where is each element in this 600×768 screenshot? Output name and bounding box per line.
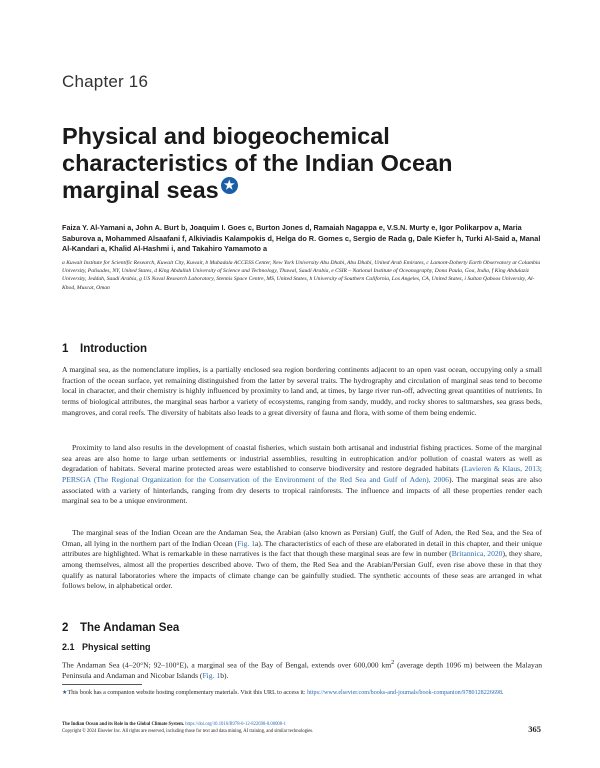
intro-paragraph-1: A marginal sea, as the nomenclature implies, is a partially enclosed sea region bordering continents adjacent to an open vast ocean, occupying only a small fraction of the ocean surface, yet remaining distinguished from the latter by several traits. The hydrography and circulation of marginal seas tend to become local in character, and their chemistry is highly influenced by proximity to land and, at times, by large river run-off, advecting great quantities of nutrients. In terms of biological attributes, the marginal seas harbor a variety of ecosystems, ranging from sandy, muddy, and rocky shores to saltmarshes, sea grass beds, mangroves, and coral reefs. The diversity of habitats also leads to a great diversity of fauna and flora, with some of them being endemic. bbox=[62, 365, 542, 417]
chapter-label: Chapter 16 bbox=[62, 72, 149, 91]
book-title: The Indian Ocean and its Role in the Global Climate System. bbox=[62, 722, 185, 727]
footnote-star-icon: ★ bbox=[62, 690, 68, 696]
section-title: The Andaman Sea bbox=[80, 622, 180, 634]
copyright: Copyright © 2024 Elsevier Inc. All rights are reserved, including those for text and data mining, AI training, and similar technologies. bbox=[62, 729, 314, 735]
section-title: Introduction bbox=[80, 343, 148, 355]
chapter-title-text: Physical and biogeochemical characteristics of the Indian Ocean marginal seas bbox=[62, 123, 453, 203]
author-list: Faiza Y. Al-Yamani a, John A. Burt b, Joaquim I. Goes c, Burton Jones d, Ramaiah Nagappa e, V.S.N. Murty e, Igor Polikarpov a, Maria Saburova a, Mohammed Alsaafani f, Alkiviadis Kalampokis d, Helga do R. Gomes c, Sergio de Rada g, Dale Kiefer h, Turki Al-Said a, Manal Al-Kandari a, Khalid Al-Hashmi i, and Takahiro Yamamoto a bbox=[62, 223, 541, 254]
section-2-heading bbox=[62, 622, 179, 634]
footnote-divider bbox=[62, 684, 142, 685]
citation-link[interactable]: Britannica, 2020 bbox=[451, 549, 503, 559]
intro-paragraph-3: The marginal seas of the Indian Ocean are the Andaman Sea, the Arabian (also known as Persian) Gulf, the Gulf of Aden, the Red Sea, and the Sea of Oman, all lying in the northern part of the Indian Ocean (Fig. 1a). The characteristics of each of these are elaborated in detail in this chapter, and their unique attributes are highlighted. What is remarkable in these narratives is the fact that though these marginal seas are few in number (Britannica, 2020), they share, among themselves, almost all the properties described above. Two of them, the Red Sea and the Arabian/Persian Gulf, even rise above these in that they qualify as natural laboratories where the impacts of climate change can be gainfully studied. The synthetic accounts of these seas are arranged in what follows below, in alphabetical order. bbox=[62, 528, 542, 591]
subsection-number: 2.1 bbox=[62, 642, 75, 652]
section-number: 1 bbox=[62, 343, 69, 355]
footnote: ★This book has a companion website hosting complementary materials. Visit this URL to access it: https://www.elsevier.com/books-and-journals/book-companion/9780128226698. bbox=[62, 690, 504, 696]
page-number: 365 bbox=[528, 724, 541, 734]
companion-url-link[interactable]: https://www.elsevier.com/books-and-journals/book-companion/9780128226698 bbox=[307, 690, 503, 696]
figure-link[interactable]: Fig. 1 bbox=[237, 538, 256, 548]
subsection-2-1-heading bbox=[62, 642, 151, 652]
intro-paragraph-2: Proximity to land also results in the development of coastal fisheries, which sustain both artisanal and industrial fishing practices. Some of the marginal sea areas are also home to large urban settlements or industrial assemblies, resulting in eutrophication and/or pollution of coastal waters as well as degradation of habitats. Several marine protected areas were established to conserve biodiversity and restore degraded habitats (Lavieren & Klaus, 2013; PERSGA (The Regional Organization for the Conservation of the Environment of the Red Sea and Gulf of Aden), 2006). The marginal seas are also associated with a variety of hinterlands, ranging from dry deserts to tropical rainforests. The influence and impacts of all these properties render each marginal sea to be a unique environment. bbox=[62, 443, 542, 506]
figure-link[interactable]: Fig. 1 bbox=[202, 671, 221, 681]
chapter-title bbox=[62, 123, 492, 204]
page-footer bbox=[62, 721, 482, 735]
subsection-title: Physical setting bbox=[82, 642, 151, 652]
citation-link[interactable]: PERSGA (The Regional Organization for the Conservation of the Environment of the Red Sea and Gulf of Aden), 2006 bbox=[62, 474, 449, 484]
affiliations: a Kuwait Institute for Scientific Research, Kuwait City, Kuwait, b Mubadala ACCESS Center, New York University Abu Dhabi, Abu Dhabi, United Arab Emirates, c Lamont-Doherty Earth Observatory at Columbia University, Palisades, NY, United States, d King Abdullah University of Science and Technology, Thuwal, Saudi Arabia, e CSIR – National Institute of Oceanography, Dona Paula, Goa, India, f King Abdulaziz University, Jeddah, Saudi Arabia, g US Naval Research Laboratory, Stennis Space Centre, MS, United States, h University of Southern California, Los Angeles, CA, United States, i Sultan Qaboos University, Al-Khod, Muscat, Oman bbox=[62, 260, 541, 291]
andaman-paragraph-1: The Andaman Sea (4–20°N; 92–100°E), a marginal sea of the Bay of Bengal, extends over 600,000 $km^2$ (average depth 1096 m) between the Malayan Peninsula and Andaman and Nicobar Islands (Fig. 1b). bbox=[62, 659, 542, 681]
citation-link[interactable]: Lavieren & Klaus, 2013 bbox=[464, 464, 540, 474]
section-number: 2 bbox=[62, 622, 69, 634]
companion-star-icon[interactable]: ★ bbox=[221, 177, 238, 194]
doi-link[interactable]: https://doi.org/10.1016/B978-0-12-822698-8.00008-1 bbox=[184, 722, 287, 727]
section-1-heading bbox=[62, 343, 147, 355]
